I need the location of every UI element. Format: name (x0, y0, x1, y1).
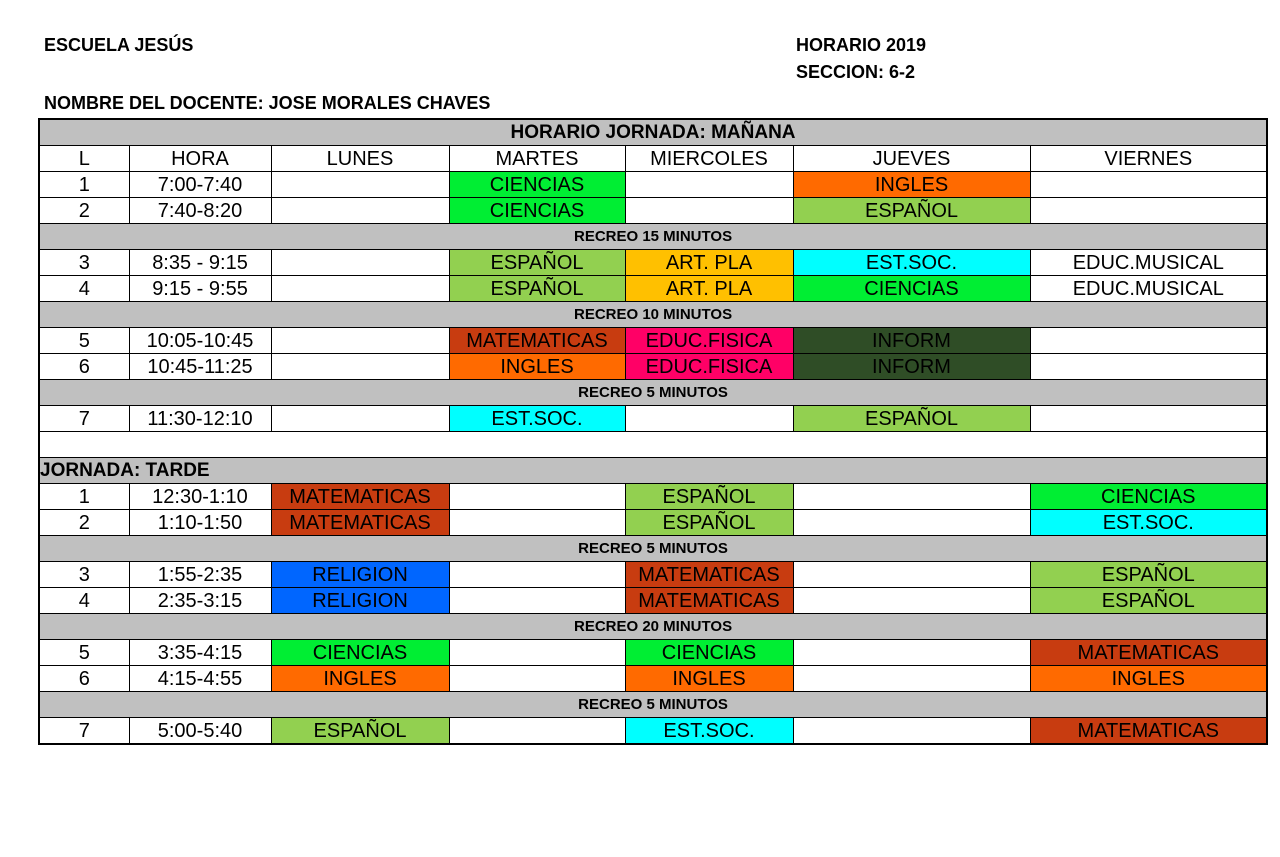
column-header: HORA (129, 146, 271, 172)
lesson-time: 2:35-3:15 (129, 588, 271, 614)
table-row (39, 276, 1267, 302)
subject-cell (793, 484, 1030, 510)
subject-cell: EST.SOC. (793, 250, 1030, 276)
subject-cell: CIENCIAS (271, 640, 449, 666)
subject-cell: INFORM (793, 328, 1030, 354)
subject-cell (793, 588, 1030, 614)
spacer-cell (39, 432, 1267, 458)
lesson-time: 1:55-2:35 (129, 562, 271, 588)
subject-cell (449, 718, 625, 745)
lesson-time: 10:05-10:45 (129, 328, 271, 354)
lesson-number: 7 (39, 718, 129, 745)
subject-cell: EDUC.FISICA (625, 354, 793, 380)
subject-cell (271, 172, 449, 198)
lesson-time: 9:15 - 9:55 (129, 276, 271, 302)
recess-label-row (39, 614, 1267, 640)
lesson-number: 5 (39, 328, 129, 354)
subject-cell: ESPAÑOL (625, 510, 793, 536)
lesson-number: 2 (39, 510, 129, 536)
table-row (39, 198, 1267, 224)
subject-cell (271, 250, 449, 276)
subject-cell: INGLES (793, 172, 1030, 198)
subject-cell (793, 562, 1030, 588)
column-header: VIERNES (1030, 146, 1267, 172)
subject-cell: INGLES (1030, 666, 1267, 692)
column-header: L (39, 146, 129, 172)
subject-cell (271, 276, 449, 302)
subject-cell (449, 562, 625, 588)
table-row (39, 484, 1267, 510)
column-header: JUEVES (793, 146, 1030, 172)
recess-label-row (39, 380, 1267, 406)
subject-cell (625, 172, 793, 198)
lesson-time: 10:45-11:25 (129, 354, 271, 380)
teacher-name: NOMBRE DEL DOCENTE: JOSE MORALES CHAVES (44, 93, 491, 113)
afternoon-title: JORNADA: TARDE (39, 458, 1267, 484)
subject-cell: EDUC.MUSICAL (1030, 250, 1267, 276)
subject-cell (625, 406, 793, 432)
table-row (39, 588, 1267, 614)
subject-cell: INGLES (271, 666, 449, 692)
subject-cell: MATEMATICAS (625, 588, 793, 614)
subject-cell: EDUC.MUSICAL (1030, 276, 1267, 302)
subject-cell (793, 640, 1030, 666)
lesson-time: 12:30-1:10 (129, 484, 271, 510)
subject-cell: CIENCIAS (793, 276, 1030, 302)
subject-cell: MATEMATICAS (449, 328, 625, 354)
subject-cell (793, 510, 1030, 536)
recess-label: RECREO 5 MINUTOS (39, 692, 1267, 718)
subject-cell (1030, 198, 1267, 224)
morning-title: HORARIO JORNADA: MAÑANA (39, 119, 1267, 146)
spacer-row (39, 432, 1267, 458)
subject-cell (271, 198, 449, 224)
subject-cell (449, 666, 625, 692)
lesson-number: 3 (39, 562, 129, 588)
section-label: SECCION: 6-2 (796, 62, 916, 82)
subject-cell (625, 198, 793, 224)
schedule-body (39, 119, 1267, 744)
subject-cell (271, 406, 449, 432)
subject-cell (1030, 328, 1267, 354)
table-row (39, 640, 1267, 666)
subject-cell: ART. PLA (625, 276, 793, 302)
subject-cell (793, 666, 1030, 692)
subject-cell (271, 354, 449, 380)
subject-cell: CIENCIAS (625, 640, 793, 666)
subject-cell: EST.SOC. (625, 718, 793, 745)
column-header: LUNES (271, 146, 449, 172)
table-row (39, 666, 1267, 692)
lesson-time: 7:40-8:20 (129, 198, 271, 224)
subject-cell (1030, 406, 1267, 432)
morning-title-row (39, 119, 1267, 146)
subject-cell: ESPAÑOL (793, 198, 1030, 224)
subject-cell: ESPAÑOL (449, 276, 625, 302)
lesson-time: 1:10-1:50 (129, 510, 271, 536)
subject-cell (449, 510, 625, 536)
table-row (39, 718, 1267, 745)
subject-cell (1030, 354, 1267, 380)
table-row (39, 354, 1267, 380)
subject-cell (1030, 172, 1267, 198)
recess-label: RECREO 15 MINUTOS (39, 224, 1267, 250)
subject-cell: MATEMATICAS (1030, 718, 1267, 745)
recess-label-row (39, 692, 1267, 718)
lesson-number: 1 (39, 484, 129, 510)
subject-cell: EST.SOC. (1030, 510, 1267, 536)
subject-cell: EDUC.FISICA (625, 328, 793, 354)
schedule-year: HORARIO 2019 (796, 35, 927, 55)
subject-cell: MATEMATICAS (625, 562, 793, 588)
column-header: MARTES (449, 146, 625, 172)
lesson-number: 3 (39, 250, 129, 276)
lesson-number: 2 (39, 198, 129, 224)
subject-cell: MATEMATICAS (271, 484, 449, 510)
table-row (39, 250, 1267, 276)
lesson-number: 6 (39, 354, 129, 380)
recess-label: RECREO 5 MINUTOS (39, 380, 1267, 406)
recess-label: RECREO 5 MINUTOS (39, 536, 1267, 562)
lesson-number: 1 (39, 172, 129, 198)
lesson-number: 4 (39, 588, 129, 614)
afternoon-title-row (39, 458, 1267, 484)
subject-cell: CIENCIAS (449, 172, 625, 198)
lesson-time: 4:15-4:55 (129, 666, 271, 692)
subject-cell: MATEMATICAS (271, 510, 449, 536)
subject-cell: CIENCIAS (449, 198, 625, 224)
subject-cell: ART. PLA (625, 250, 793, 276)
school-name: ESCUELA JESÚS (44, 35, 194, 55)
subject-cell: MATEMATICAS (1030, 640, 1267, 666)
subject-cell: ESPAÑOL (1030, 588, 1267, 614)
subject-cell: RELIGION (271, 588, 449, 614)
column-header: MIERCOLES (625, 146, 793, 172)
lesson-number: 7 (39, 406, 129, 432)
subject-cell: ESPAÑOL (1030, 562, 1267, 588)
lesson-time: 7:00-7:40 (129, 172, 271, 198)
subject-cell: CIENCIAS (1030, 484, 1267, 510)
subject-cell: INGLES (449, 354, 625, 380)
subject-cell (449, 588, 625, 614)
table-row (39, 510, 1267, 536)
schedule-table (38, 118, 1268, 745)
lesson-number: 5 (39, 640, 129, 666)
subject-cell: INFORM (793, 354, 1030, 380)
recess-label: RECREO 20 MINUTOS (39, 614, 1267, 640)
subject-cell: ESPAÑOL (793, 406, 1030, 432)
table-row (39, 328, 1267, 354)
subject-cell: ESPAÑOL (625, 484, 793, 510)
table-row (39, 406, 1267, 432)
lesson-number: 4 (39, 276, 129, 302)
subject-cell: EST.SOC. (449, 406, 625, 432)
subject-cell: INGLES (625, 666, 793, 692)
table-row (39, 562, 1267, 588)
subject-cell (449, 484, 625, 510)
table-row (39, 172, 1267, 198)
recess-label-row (39, 536, 1267, 562)
subject-cell: RELIGION (271, 562, 449, 588)
lesson-number: 6 (39, 666, 129, 692)
subject-cell (449, 640, 625, 666)
recess-label: RECREO 10 MINUTOS (39, 302, 1267, 328)
subject-cell (793, 718, 1030, 745)
recess-label-row (39, 224, 1267, 250)
subject-cell (271, 328, 449, 354)
column-header-row (39, 146, 1267, 172)
subject-cell: ESPAÑOL (271, 718, 449, 745)
lesson-time: 5:00-5:40 (129, 718, 271, 745)
lesson-time: 3:35-4:15 (129, 640, 271, 666)
lesson-time: 11:30-12:10 (129, 406, 271, 432)
subject-cell: ESPAÑOL (449, 250, 625, 276)
recess-label-row (39, 302, 1267, 328)
lesson-time: 8:35 - 9:15 (129, 250, 271, 276)
